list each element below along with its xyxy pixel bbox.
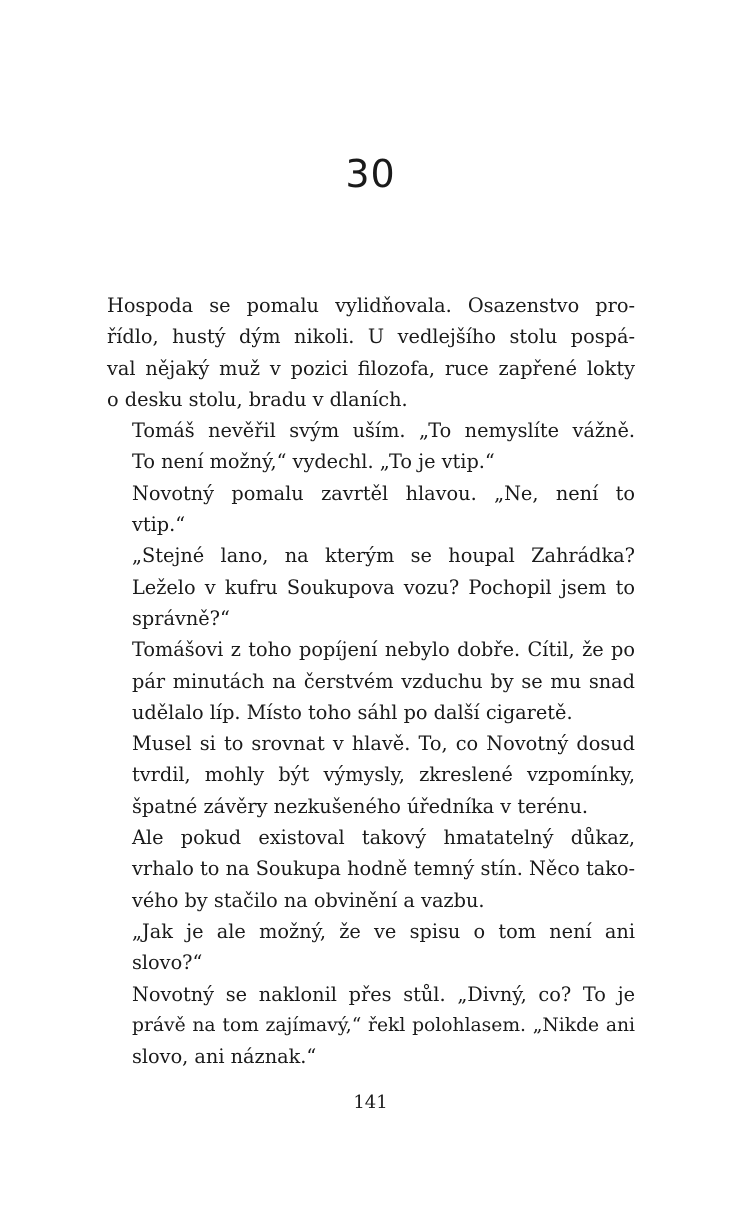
text-line: Hospoda se pomalu vylidňovala. Osazenstvo pro- [107,294,635,317]
text-line: vého by stačilo na obvinění a vazbu. [132,888,485,912]
paragraph [107,979,635,1073]
paragraph [107,634,635,728]
text-line: To není možný,“ vydechl. „To je vtip.“ [132,450,495,474]
text-line: o desku stolu, bradu v dlaních. [107,387,408,411]
paragraph [107,290,635,415]
text-line: právě na tom zajímavý,“ řekl polohlasem. „Nikde ani [132,1014,635,1036]
page-number: 141 [353,1092,388,1113]
text-line: Novotný se naklonil přes stůl. „Divný, co? To je [132,982,635,1006]
text-line: „Jak je ale možný, že ve spisu o tom není ani [132,919,635,943]
paragraph [107,728,635,822]
paragraph [107,916,635,979]
text-line: Novotný pomalu zavrtěl hlavou. „Ne, není to [132,481,635,505]
text-line: správně?“ [132,606,230,630]
text-line: vrhalo to na Soukupa hodně temný stín. Něco tako- [132,857,635,881]
text-line: Tomáš nevěřil svým uším. „To nemyslíte vážně. [132,419,635,443]
text-line: Tomášovi z toho popíjení nebylo dobře. Cítil, že po [132,638,635,662]
paragraph [107,415,635,478]
text-line: slovo, ani náznak.“ [132,1045,317,1069]
text-line: udělalo líp. Místo toho sáhl po další cigaretě. [132,700,573,724]
body-text [107,290,635,1072]
text-line: řídlo, hustý dým nikoli. U vedlejšího stolu pospá- [107,325,635,349]
text-line: Leželo v kufru Soukupova vozu? Pochopil jsem to [132,575,635,599]
text-line: pár minutách na čerstvém vzduchu by se mu snad [132,669,635,693]
chapter-number: 30 [345,152,396,196]
paragraph [107,822,635,916]
text-line: Musel si to srovnat v hlavě. To, co Novotný dosud [132,732,635,756]
text-line: Ale pokud existoval takový hmatatelný důkaz, [132,826,635,850]
paragraph [107,478,635,541]
text-line: tvrdil, mohly být výmysly, zkreslené vzpomínky, [132,763,635,787]
text-line: špatné závěry nezkušeného úředníka v terénu. [132,794,589,818]
paragraph [107,540,635,634]
text-line: val nějaký muž v pozici filozofa, ruce zapřené lokty [107,356,635,380]
text-line: „Stejné lano, na kterým se houpal Zahrádka? [132,544,635,568]
text-line: vtip.“ [132,513,186,537]
text-line: slovo?“ [132,951,203,975]
